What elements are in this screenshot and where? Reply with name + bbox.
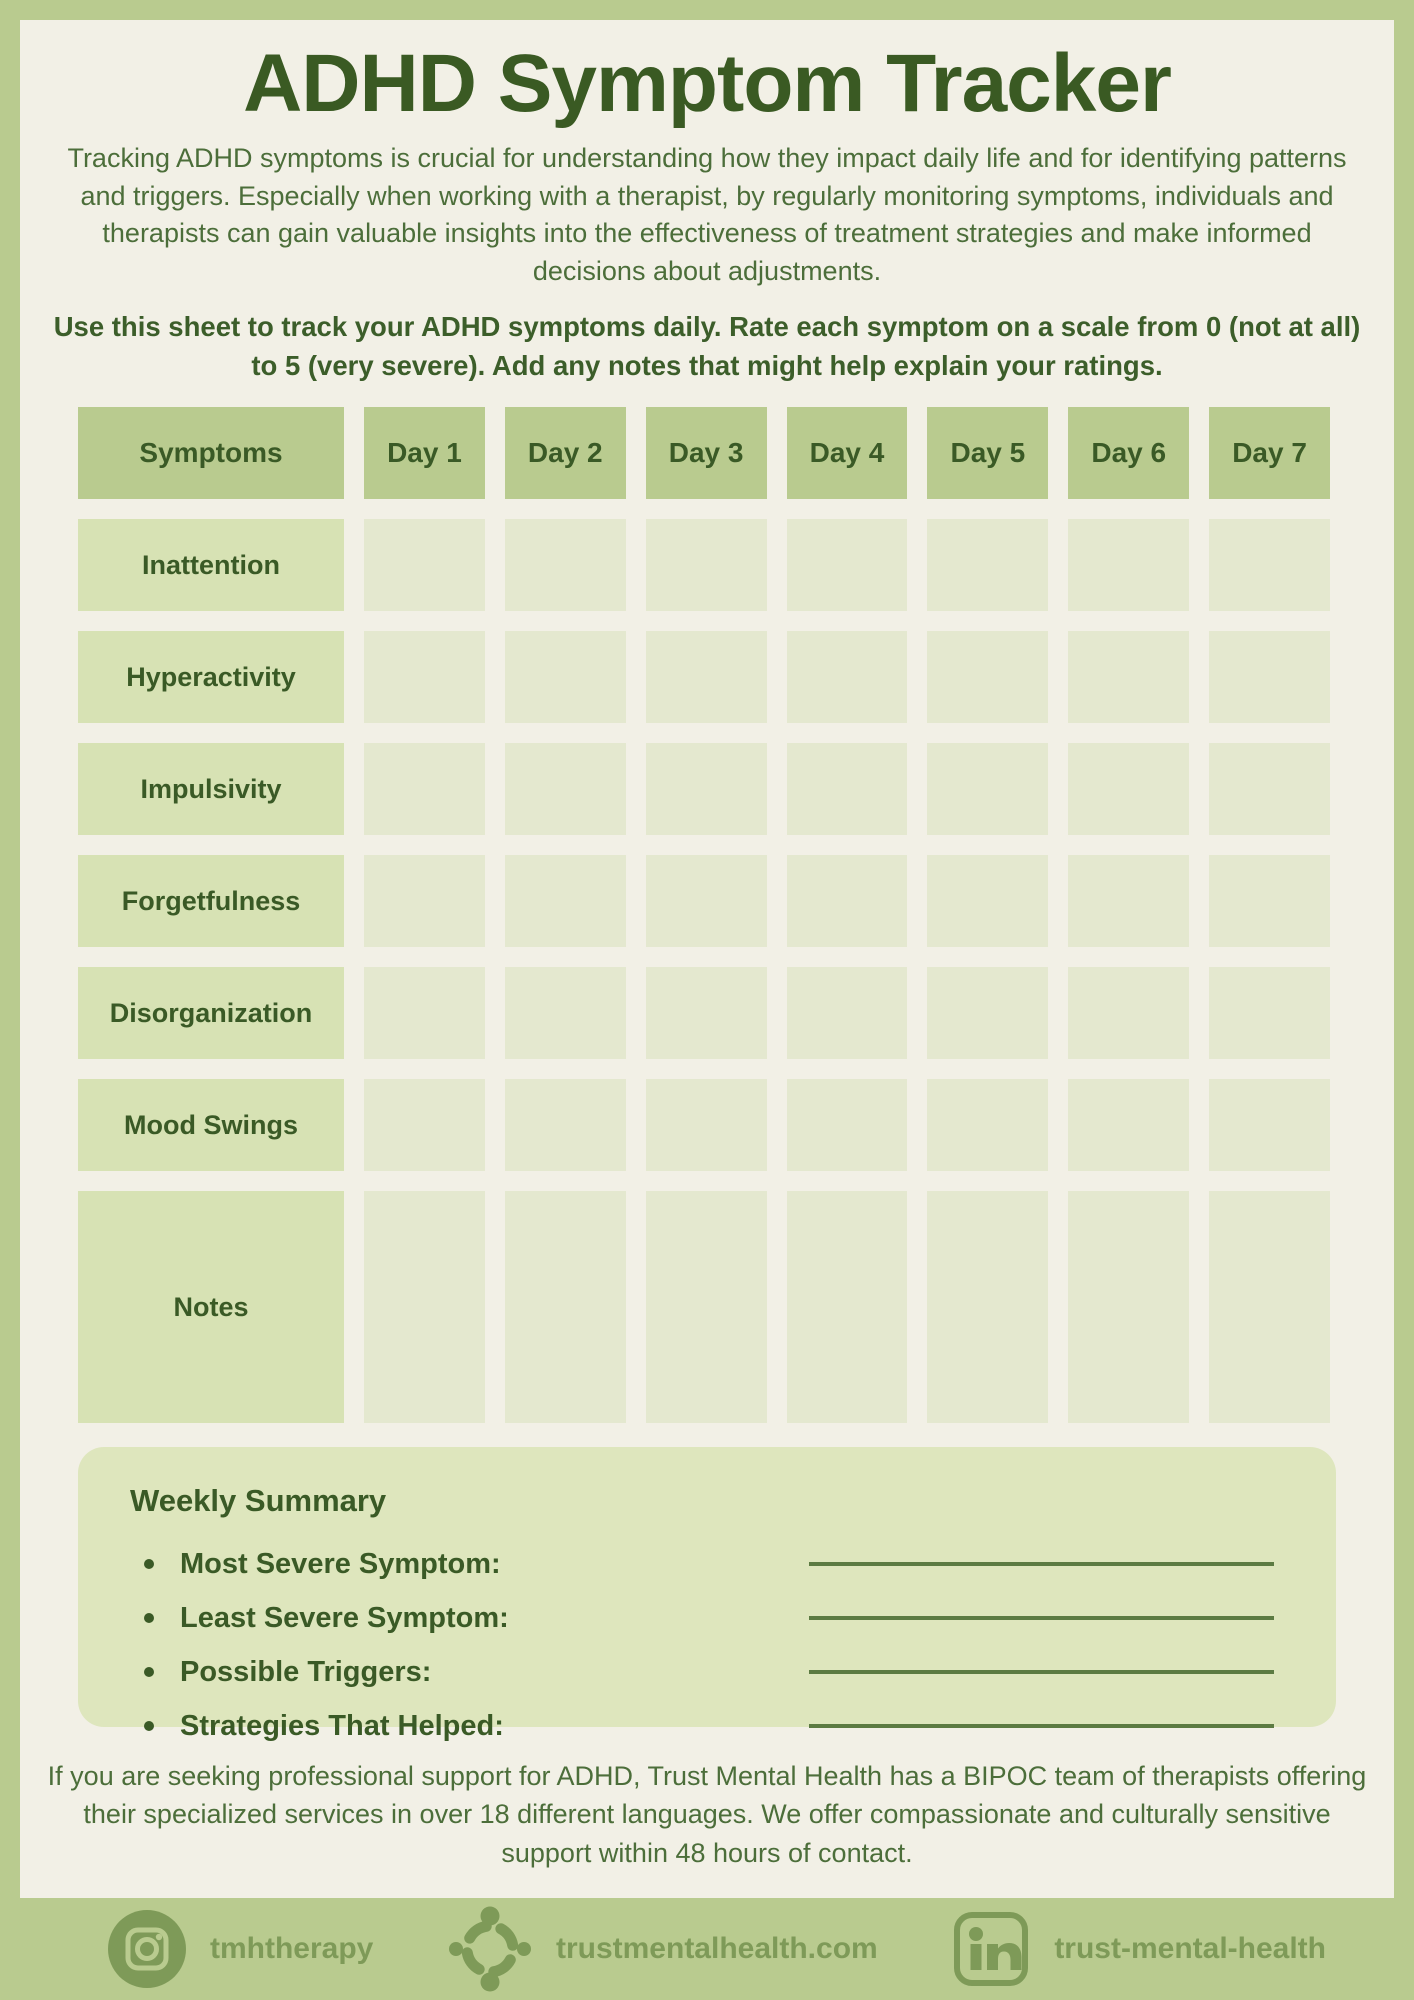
summary-item-label: Strategies That Helped:: [180, 1709, 504, 1742]
rating-cell[interactable]: [364, 743, 485, 835]
rating-cell[interactable]: [505, 1079, 626, 1171]
summary-item-label: Possible Triggers:: [180, 1655, 432, 1688]
page-title: ADHD Symptom Tracker: [243, 38, 1171, 129]
social-label: trust-mental-health: [1054, 1932, 1326, 1965]
rating-cell[interactable]: [787, 631, 908, 723]
bullet-icon: [144, 1613, 154, 1623]
rating-cell[interactable]: [364, 1079, 485, 1171]
worksheet-page: [20, 20, 1394, 1898]
rating-cell[interactable]: [787, 855, 908, 947]
social-label: tmhtherapy: [210, 1932, 374, 1965]
rating-cell[interactable]: [927, 743, 1048, 835]
table-row-mood-swings: [78, 1079, 1330, 1171]
instagram-icon: [108, 1910, 186, 1988]
header-cell-day-3: Day 3: [646, 407, 767, 499]
rating-cell[interactable]: [927, 631, 1048, 723]
rating-cell[interactable]: [927, 519, 1048, 611]
rating-cell[interactable]: [1068, 743, 1189, 835]
rating-cell[interactable]: [787, 519, 908, 611]
rating-cell[interactable]: [1068, 967, 1189, 1059]
symptom-label-cell: Impulsivity: [78, 743, 344, 835]
table-row-forgetfulness: [78, 855, 1330, 947]
summary-item-least-severe: [130, 1597, 1282, 1639]
fill-line[interactable]: [809, 1562, 1274, 1566]
rating-cell[interactable]: [1209, 967, 1330, 1059]
social-link-website[interactable]: [448, 1904, 878, 1994]
notes-entry-cell[interactable]: [364, 1191, 485, 1423]
rating-cell[interactable]: [646, 855, 767, 947]
notes-entry-cell[interactable]: [787, 1191, 908, 1423]
bullet-icon: [144, 1559, 154, 1569]
rating-cell[interactable]: [646, 967, 767, 1059]
table-row-impulsivity: [78, 743, 1330, 835]
instruction-paragraph: Use this sheet to track your ADHD symptoms daily. Rate each symptom on a scale from 0 (not at all) to 5 (very severe). Add any notes that might help explain your ratings.: [53, 311, 1361, 382]
rating-cell[interactable]: [505, 519, 626, 611]
symptom-table: [78, 407, 1330, 1423]
rating-cell[interactable]: [927, 1079, 1048, 1171]
rating-cell[interactable]: [505, 855, 626, 947]
notes-entry-cell[interactable]: [1209, 1191, 1330, 1423]
footer-bar: [0, 1898, 1414, 2000]
rating-cell[interactable]: [364, 967, 485, 1059]
rating-cell[interactable]: [505, 743, 626, 835]
notes-entry-cell[interactable]: [646, 1191, 767, 1423]
social-link-linkedin[interactable]: [952, 1910, 1326, 1988]
bullet-icon: [144, 1667, 154, 1677]
rating-cell[interactable]: [927, 855, 1048, 947]
symptom-label-cell: Inattention: [78, 519, 344, 611]
rating-cell[interactable]: [1068, 631, 1189, 723]
fill-line[interactable]: [809, 1616, 1274, 1620]
table-header-row: [78, 407, 1330, 499]
header-cell-day-7: Day 7: [1209, 407, 1330, 499]
rating-cell[interactable]: [787, 1079, 908, 1171]
summary-item-label: Least Severe Symptom:: [180, 1601, 509, 1634]
header-cell-symptoms: Symptoms: [78, 407, 344, 499]
rating-cell[interactable]: [646, 519, 767, 611]
notes-label-cell: Notes: [78, 1191, 344, 1423]
summary-item-possible-triggers: [130, 1651, 1282, 1693]
rating-cell[interactable]: [927, 967, 1048, 1059]
intro-paragraph: Tracking ADHD symptoms is crucial for understanding how they impact daily life and for identifying patterns and triggers. Especially when working with a therapist, by regularly monitoring symptoms, individuals and therapists can gain valuable insights into the effectiveness of treatment strategies and make informed decisions about adjustments.: [67, 142, 1347, 287]
fill-line[interactable]: [809, 1670, 1274, 1674]
weekly-summary-title: Weekly Summary: [130, 1483, 387, 1519]
rating-cell[interactable]: [787, 743, 908, 835]
linkedin-icon: [952, 1910, 1030, 1988]
table-row-notes: [78, 1191, 1330, 1423]
symptom-label-cell: Mood Swings: [78, 1079, 344, 1171]
notes-entry-cell[interactable]: [505, 1191, 626, 1423]
table-row-disorganization: [78, 967, 1330, 1059]
rating-cell[interactable]: [364, 631, 485, 723]
bullet-icon: [144, 1721, 154, 1731]
outro-paragraph: If you are seeking professional support for ADHD, Trust Mental Health has a BIPOC team of therapists offering their specialized services in over 18 different languages. We offer compassionate and culturally sensitive support within 48 hours of contact.: [47, 1761, 1367, 1868]
summary-item-most-severe: [130, 1543, 1282, 1585]
notes-entry-cell[interactable]: [927, 1191, 1048, 1423]
rating-cell[interactable]: [1209, 743, 1330, 835]
rating-cell[interactable]: [646, 631, 767, 723]
table-row-inattention: [78, 519, 1330, 611]
symptom-label-cell: Hyperactivity: [78, 631, 344, 723]
weekly-summary-box: [78, 1447, 1336, 1742]
header-cell-day-5: Day 5: [927, 407, 1048, 499]
rating-cell[interactable]: [1068, 519, 1189, 611]
symptom-label-cell: Disorganization: [78, 967, 344, 1059]
social-link-instagram[interactable]: [108, 1910, 373, 1988]
rating-cell[interactable]: [505, 967, 626, 1059]
rating-cell[interactable]: [1209, 855, 1330, 947]
header-cell-day-6: Day 6: [1068, 407, 1189, 499]
social-label: trustmentalhealth.com: [555, 1932, 878, 1965]
header-cell-day-2: Day 2: [505, 407, 626, 499]
rating-cell[interactable]: [364, 855, 485, 947]
rating-cell[interactable]: [1209, 1079, 1330, 1171]
table-row-hyperactivity: [78, 631, 1330, 723]
rating-cell[interactable]: [646, 743, 767, 835]
rating-cell[interactable]: [505, 631, 626, 723]
people-circle-icon: [448, 1904, 532, 1994]
header-cell-day-1: Day 1: [364, 407, 485, 499]
rating-cell[interactable]: [787, 967, 908, 1059]
weekly-summary-list: [130, 1543, 1282, 1747]
summary-item-strategies: [130, 1705, 1282, 1747]
rating-cell[interactable]: [364, 519, 485, 611]
rating-cell[interactable]: [646, 1079, 767, 1171]
rating-cell[interactable]: [1068, 1079, 1189, 1171]
rating-cell[interactable]: [1209, 519, 1330, 611]
notes-entry-cell[interactable]: [1068, 1191, 1189, 1423]
rating-cell[interactable]: [1209, 631, 1330, 723]
fill-line[interactable]: [809, 1724, 1274, 1728]
symptom-label-cell: Forgetfulness: [78, 855, 344, 947]
rating-cell[interactable]: [1068, 855, 1189, 947]
header-cell-day-4: Day 4: [787, 407, 908, 499]
summary-item-label: Most Severe Symptom:: [180, 1547, 501, 1580]
